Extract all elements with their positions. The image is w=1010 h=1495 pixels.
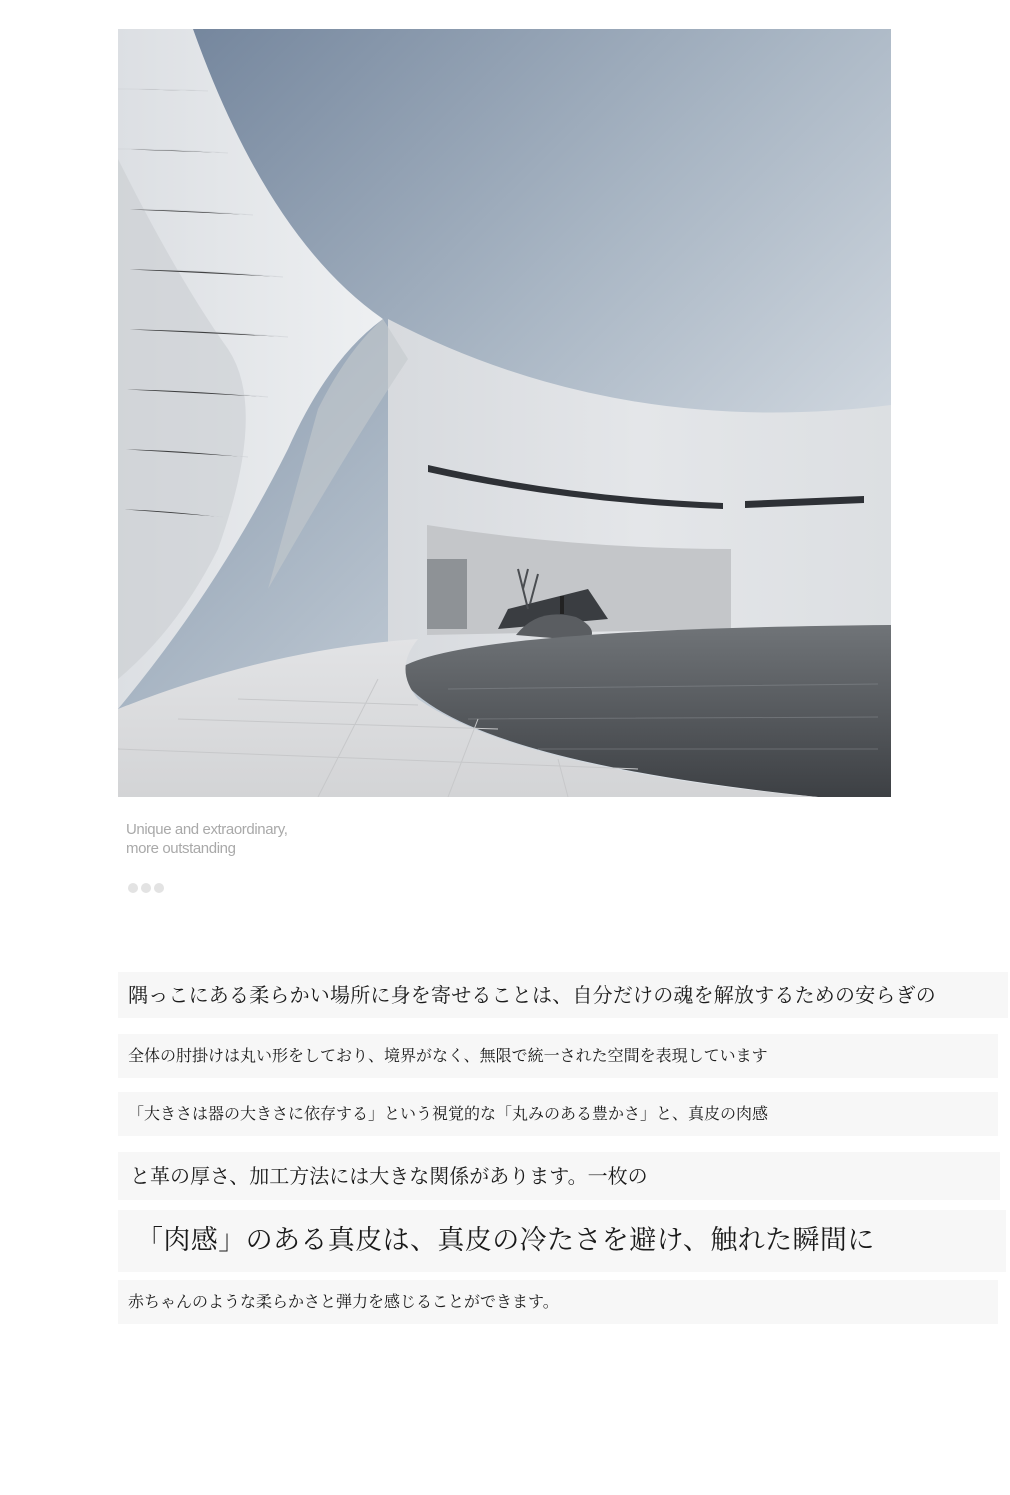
dot-2: [141, 883, 151, 893]
body-text-line-3: 「大きさは器の大きさに依存する」という視覚的な「丸みのある豊かさ」と、真皮の肉感: [118, 1092, 998, 1136]
body-text-line-1: 隅っこにある柔らかい場所に身を寄せることは、自分だけの魂を解放するための安らぎの: [118, 972, 1008, 1018]
body-text-line-2: 全体の肘掛けは丸い形をしており、境界がなく、無限で統一された空間を表現しています: [118, 1034, 998, 1078]
dot-1: [128, 883, 138, 893]
tagline: [126, 820, 426, 858]
hero-image: [118, 29, 891, 797]
dot-3: [154, 883, 164, 893]
more-dots-icon[interactable]: [128, 883, 164, 893]
tagline-line-2: more outstanding: [126, 840, 236, 857]
body-text-line-6: 赤ちゃんのような柔らかさと弾力を感じることができます。: [118, 1280, 998, 1324]
body-text-line-5: 「肉感」のある真皮は、真皮の冷たさを避け、触れた瞬間に: [118, 1210, 1006, 1272]
body-text-line-4: と革の厚さ、加工方法には大きな関係があります。一枚の: [118, 1152, 1000, 1200]
tagline-line-1: Unique and extraordinary,: [126, 821, 288, 838]
architecture-illustration: [118, 29, 891, 797]
